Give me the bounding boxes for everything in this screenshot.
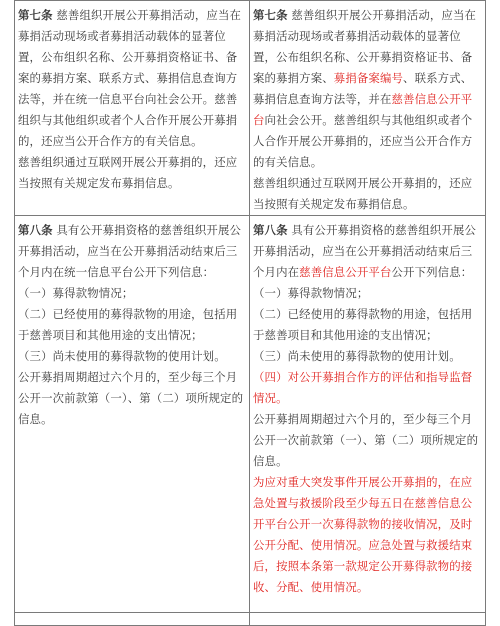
cell-right-article8	[250, 216, 486, 613]
left-article7-title: 第七条	[18, 8, 53, 22]
cell-left-continuation	[15, 613, 250, 626]
left-article7-para2: 慈善组织通过互联网开展公开募捐的，还应当按照有关规定发布募捐信息。	[18, 155, 238, 190]
left-article8-para1	[18, 220, 246, 283]
left-article8-para2: 公开募捐周期超过六个月的，至少每三个月公开一次前款第（一）、第（二）项所规定的信息。	[18, 370, 244, 426]
table-row-continuation	[15, 613, 486, 626]
left-article7-text: 慈善组织开展公开募捐活动，应当在募捐活动现场或者募捐活动载体的显著位置，公布组织名称、公开募捐资格证书、备案的募捐方案、联系方式、募捐信息查询方法等，并在统一信息平台向社会公开。慈善组织与其他组织或者个人合作开展公开募捐的，还应当公开合作方的有关信息。	[18, 8, 242, 148]
table-row-article7	[15, 1, 486, 216]
cell-left-article8	[15, 216, 250, 613]
right-article7-para2: 慈善组织通过互联网开展公开募捐的，还应当按照有关规定发布募捐信息。	[253, 176, 473, 211]
right-article8-title: 第八条	[253, 223, 288, 237]
cell-left-article7	[15, 1, 250, 216]
left-article8-title: 第八条	[18, 223, 53, 237]
comparison-table	[14, 0, 486, 626]
right-article8-emergency-highlight: 为应对重大突发事件开展公开募捐的，在应急处置与救援阶段至少每五日在慈善信息公开平台公开一次募得款物的接收情况，及时公开分配、使用情况。应急处置与救援结束后，按照本条第一款规定公开募得款物的接收、分配、使用情况。	[253, 475, 473, 594]
right-article8-item3: （三）尚未使用的募得款物的使用计划。	[253, 349, 461, 363]
right-article8-item1: （一）募得款物情况；	[253, 286, 369, 300]
right-article7-title: 第七条	[253, 8, 288, 22]
right-article7-highlight-filing-number: 募捐备案编号	[333, 71, 404, 85]
right-article8-text-a: 具有公开募捐资格的慈善组织开展公开募捐活动，应当在公开募捐活动结束后三个月内在	[253, 223, 477, 279]
right-article8-para2: 公开募捐周期超过六个月的，至少每三个月公开一次前款第（一）、第（二）项所规定的信息。	[253, 412, 479, 468]
left-article7-para1	[18, 5, 246, 152]
left-article8-item3: （三）尚未使用的募得款物的使用计划。	[18, 349, 226, 363]
right-article8-highlight-platform: 慈善信息公开平台	[299, 265, 392, 279]
cell-right-article7	[250, 1, 486, 216]
right-article8-item4-highlight: （四）对公开募捐合作方的评估和指导监督情况。	[253, 370, 473, 405]
cell-right-continuation	[250, 613, 486, 626]
right-article7-text-c: 向社会公开。慈善组织与其他组织或者个人合作开展公开募捐的，还应当公开合作方的有关信息。	[253, 113, 473, 169]
table-row-article8	[15, 216, 486, 613]
left-article8-item2: （二）已经使用的募得款物的用途，包括用于慈善项目和其他用途的支出情况；	[18, 307, 238, 342]
right-article7-highlight-platform: 慈善信息公开平台	[253, 92, 473, 127]
right-article7-text-b: 、联系方式、募捐信息查询方法等，并在	[253, 71, 473, 106]
right-article8-para1	[253, 220, 482, 283]
right-article7-para1	[253, 5, 482, 173]
left-article8-text: 具有公开募捐资格的慈善组织开展公开募捐活动，应当在公开募捐活动结束后三个月内在统一信息平台公开下列信息：	[18, 223, 242, 279]
right-article8-item2: （二）已经使用的募得款物的用途，包括用于慈善项目和其他用途的支出情况；	[253, 307, 473, 342]
right-article7-text-a: 慈善组织开展公开募捐活动，应当在募捐活动现场或者募捐活动载体的显著位置，公布组织名称、公开募捐资格证书、备案的募捐方案、	[253, 8, 477, 85]
left-article8-item1: （一）募得款物情况；	[18, 286, 134, 300]
right-article8-text-b: 公开下列信息：	[391, 265, 473, 279]
